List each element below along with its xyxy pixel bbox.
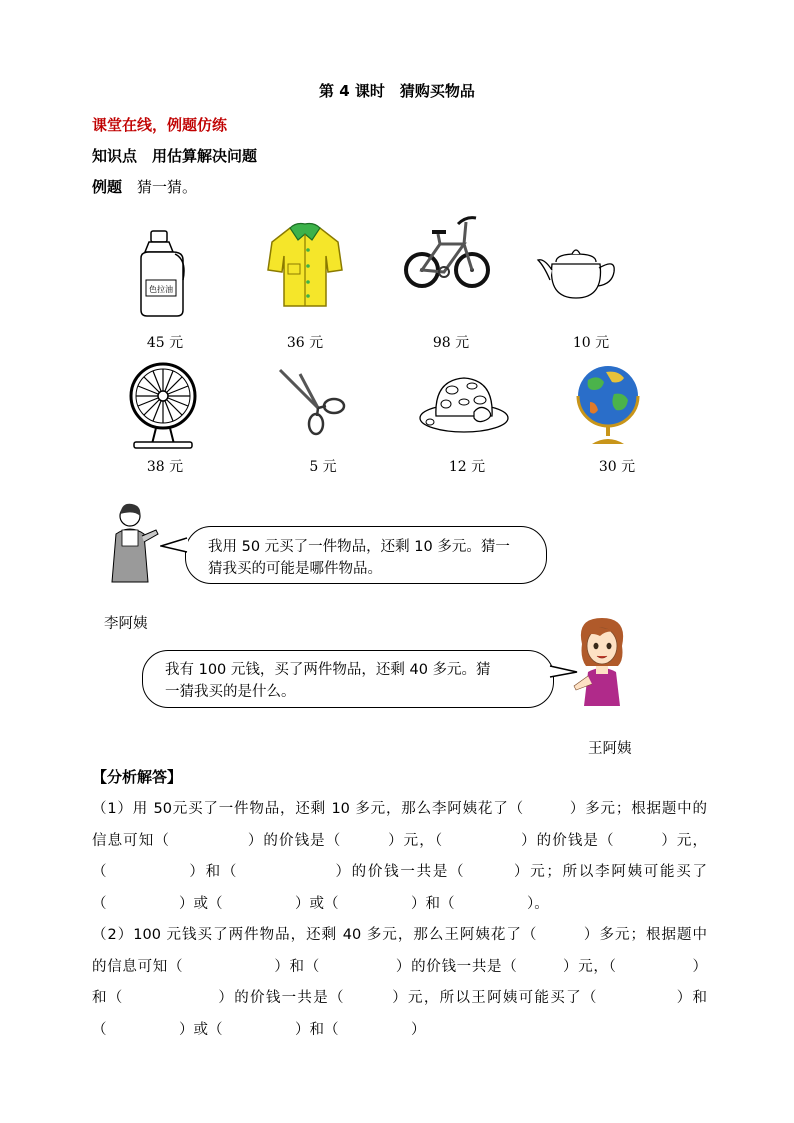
hat-icon — [418, 372, 510, 436]
bubble-tail — [160, 536, 188, 556]
oil-bottle-icon — [132, 228, 192, 318]
answer-line: （2）100 元钱买了两件物品，还剩 40 多元，那么王阿姨花了（ ）多元；根据题中 — [92, 927, 707, 943]
answer-paragraph — [92, 794, 707, 1046]
answer-line: （ ）或（ ）或（ ）和（ ）。 — [92, 895, 549, 912]
example-label: 例题 — [92, 178, 123, 196]
knowledge-point: 知识点 用估算解决问题 — [92, 147, 258, 165]
globe-icon — [572, 362, 646, 448]
page-title: 第 4 课时 猜购买物品 — [319, 82, 475, 100]
answer-line: 信息可知（ ）的价钱是（ ）元，（ ）的价钱是（ ）元， — [92, 832, 707, 849]
answer-line: （ ）或（ ）和（ ） — [92, 1021, 426, 1038]
bubble-text-line: 一猜我买的是什么。 — [165, 684, 296, 700]
fan-icon — [126, 360, 200, 452]
auntie-wang-figure — [568, 614, 634, 706]
example-line — [92, 176, 197, 197]
section-heading: 课堂在线，例题仿练 — [92, 116, 228, 134]
price-label: 98 元 — [432, 335, 470, 351]
answer-line: （ ）和（ ）的价钱一共是（ ）元；所以李阿姨可能买了 — [92, 864, 707, 880]
price-label: 10 元 — [572, 335, 610, 351]
price-label: 45 元 — [146, 335, 184, 351]
price-label: 12 元 — [448, 459, 486, 475]
example-text: 猜一猜。 — [137, 178, 198, 196]
teapot-icon — [536, 240, 618, 302]
bottle-label: 色拉油 — [149, 285, 173, 294]
speaker-name-wang: 王阿姨 — [588, 741, 632, 757]
speech-bubble-wang — [142, 650, 554, 708]
auntie-li-figure — [104, 500, 164, 584]
price-label: 38 元 — [146, 459, 184, 475]
bicycle-icon — [404, 208, 490, 292]
shirt-icon — [266, 220, 344, 312]
analysis-heading: 【分析解答】 — [92, 768, 183, 786]
answer-line: （1）用 50元买了一件物品，还剩 10 多元，那么李阿姨花了（ ）多元；根据题中的 — [92, 801, 707, 817]
speech-bubble-li — [185, 526, 547, 584]
scissors-icon — [274, 364, 352, 436]
speaker-name-li: 李阿姨 — [104, 616, 148, 632]
bubble-text-line: 我有 100 元钱，买了两件物品，还剩 40 多元。猜 — [165, 662, 491, 678]
bubble-text-line: 猜我买的可能是哪件物品。 — [208, 561, 382, 577]
price-label: 36 元 — [286, 335, 324, 351]
price-label: 5 元 — [309, 459, 337, 475]
bubble-text-line: 我用 50 元买了一件物品，还剩 10 多元。猜一 — [208, 539, 510, 555]
price-label: 30 元 — [598, 459, 636, 475]
answer-line: 的信息可知（ ）和（ ）的价钱一共是（ ）元，（ ） — [92, 958, 707, 975]
answer-line: 和（ ）的价钱一共是（ ）元，所以王阿姨可能买了（ ）和 — [92, 990, 707, 1006]
